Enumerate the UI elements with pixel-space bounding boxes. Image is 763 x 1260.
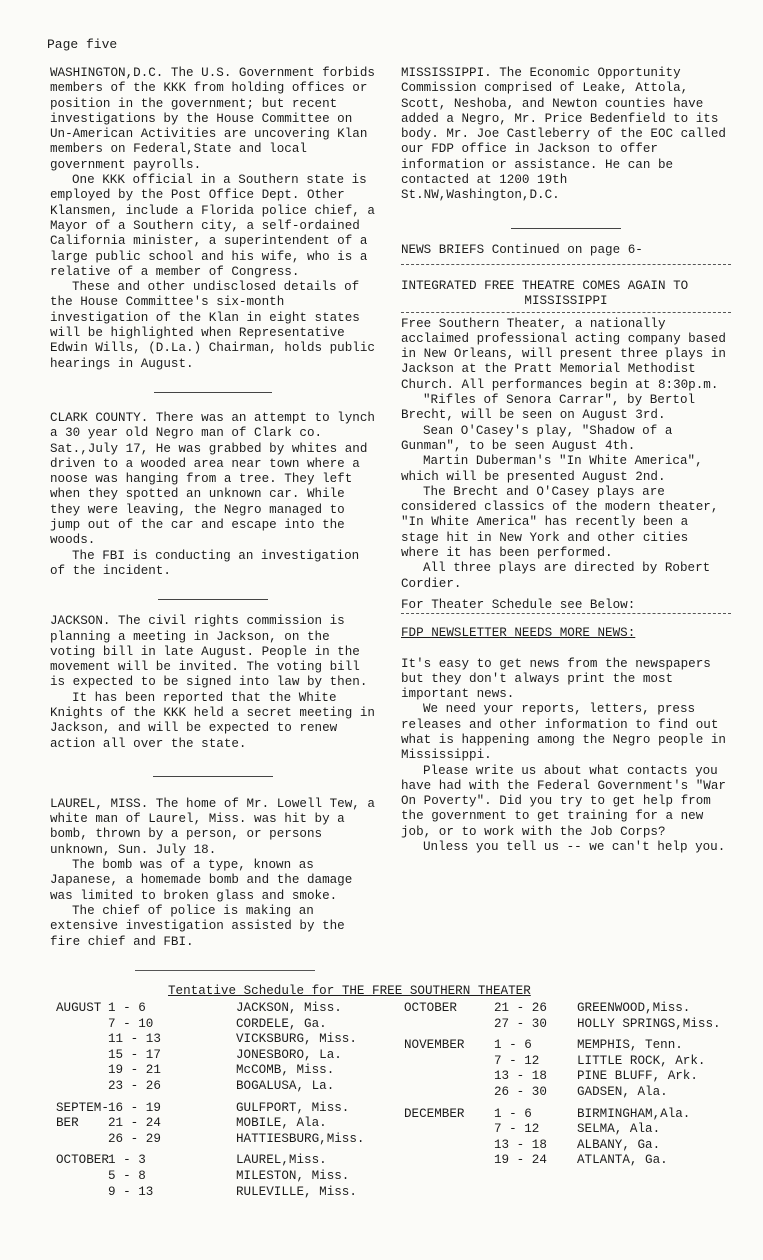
schedule-row [404, 1069, 744, 1085]
schedule-dates: 7 - 10 [108, 1016, 154, 1031]
schedule-city: LAUREL,Miss. [236, 1153, 327, 1168]
schedule-city: JONESBORO, La. [236, 1047, 342, 1062]
schedule-dates: 7 - 12 [494, 1122, 540, 1137]
schedule-row [56, 1116, 396, 1132]
schedule-row [56, 1048, 396, 1064]
schedule-row [56, 1153, 396, 1169]
schedule-month: NOVEMBER [404, 1038, 465, 1053]
paragraph: One KKK official in a Southern state is employed by the Post Office Dept. Other Klansmen, include a Florida police chief, a Mayor of a Southern city, a self-ordained California minister, a superintendent of a large public school and his wife, who is a relative of a member of Congress. [50, 173, 375, 279]
paragraph: The bomb was of a type, known as Japanese, a homemade bomb and the damage was limited to broken glass and smoke. [50, 858, 353, 903]
paragraph: LAUREL, MISS. The home of Mr. Lowell Tew, a white man of Laurel, Miss. was hit by a bomb, thrown by a person, or persons unknown, Sun. July 18. [50, 796, 375, 857]
article-washington [50, 66, 375, 372]
schedule-city: PINE BLUFF, Ark. [577, 1069, 698, 1084]
schedule-row [404, 1153, 744, 1169]
dashed-divider [401, 312, 731, 313]
paragraph: MISSISSIPPI. The Economic Opportunity Commission comprised of Leake, Attola, Scott, Neshoba, and Newton counties have added a Negro, Mr. Price Bedenfield to its body. Mr. Joe Castleberry of the EOC called our FDP office in Jackson to offer information or assistance. He can be contacted at 1200 19th St.NW,Washington,D.C. [401, 66, 726, 203]
schedule-row [404, 1107, 744, 1123]
schedule-row [404, 1054, 744, 1070]
schedule-city: MOBILE, Ala. [236, 1116, 327, 1131]
schedule-city: MEMPHIS, Tenn. [577, 1038, 683, 1053]
paragraph: These and other undisclosed details of the House Committee's six-month investigation of the Klan in eight states will be highlighted when Representative Edwin Wills, (D.La.) Chairman, holds public hearings in August. [50, 280, 375, 371]
schedule-city: MILESTON, Miss. [236, 1168, 350, 1183]
paragraph: Martin Duberman's "In White America", which will be presented August 2nd. [401, 454, 703, 484]
schedule-dates: 9 - 13 [108, 1184, 154, 1199]
schedule-month: OCTOBER [56, 1153, 109, 1168]
schedule-row [404, 1085, 744, 1101]
paragraph: It's easy to get news from the newspapers but they don't always print the most important news. [401, 656, 711, 702]
page-number: Page five [47, 37, 118, 52]
left-column [50, 66, 375, 950]
schedule-month: DECEMBER [404, 1106, 465, 1121]
schedule-month: SEPTEM- [56, 1100, 109, 1115]
schedule-dates: 27 - 30 [494, 1016, 547, 1031]
schedule-row [56, 1079, 396, 1095]
paragraph: CLARK COUNTY. There was an attempt to lynch a 30 year old Negro man of Clark co. Sat.,July 17, He was grabbed by whites and driven to a wooded area near town where a noose was hanging from a tree. They left when they spotted an unknown car. While they were leaving, the Negro managed to jump out of the car and escape into the woods. [50, 410, 375, 548]
schedule-row [404, 1122, 744, 1138]
paragraph: We need your reports, letters, press releases and other information to find out what is happening among the Negro people in Mississippi. [401, 702, 726, 763]
schedule-row [56, 1169, 396, 1185]
schedule-city: SELMA, Ala. [577, 1122, 661, 1137]
article-laurel [50, 797, 375, 950]
schedule-title: Tentative Schedule for THE FREE SOUTHERN THEATER [168, 984, 531, 998]
schedule-city: GULFPORT, Miss. [236, 1100, 350, 1115]
paragraph: "Rifles of Senora Carrar", by Bertol Brecht, will be seen on August 3rd. [401, 393, 696, 423]
schedule-dates: 1 - 6 [494, 1038, 532, 1053]
article-clark-county [50, 411, 375, 579]
schedule-row [56, 1017, 396, 1033]
schedule-dates: 26 - 30 [494, 1084, 547, 1099]
paragraph: Free Southern Theater, a nationally acclaimed professional acting company based in New Orleans, will present three plays in Jackson at the Pratt Memorial Methodist Church. All performances begin at 8:30p.m. [401, 316, 726, 392]
theatre-heading: INTEGRATED FREE THEATRE COMES AGAIN TO [401, 278, 689, 293]
schedule-city: JACKSON, Miss. [236, 1001, 342, 1015]
paragraph: The chief of police is making an extensive investigation assisted by the fire chief and FBI. [50, 903, 345, 949]
schedule-row [56, 1185, 396, 1201]
schedule-month: AUGUST [56, 1001, 102, 1015]
schedule-city: GADSEN, Ala. [577, 1084, 668, 1099]
schedule-city: VICKSBURG, Miss. [236, 1032, 357, 1047]
schedule-note: For Theater Schedule see Below: [401, 597, 636, 612]
schedule-dates: 11 - 13 [108, 1032, 161, 1047]
theatre-heading-line-2: MISSISSIPPI [524, 294, 608, 309]
schedule-city: LITTLE ROCK, Ark. [577, 1053, 706, 1068]
paragraph: All three plays are directed by Robert Cordier. [401, 561, 711, 591]
schedule-dates: 1 - 6 [494, 1106, 532, 1121]
schedule-month: OCTOBER [404, 1001, 457, 1015]
schedule-dates: 13 - 18 [494, 1069, 547, 1084]
schedule-row [56, 1032, 396, 1048]
schedule-city: ATLANTA, Ga. [577, 1153, 668, 1168]
schedule-dates: 15 - 17 [108, 1047, 161, 1062]
schedule-row [404, 1138, 744, 1154]
schedule-city: HOLLY SPRINGS,Miss. [577, 1016, 721, 1031]
schedule-city: CORDELE, Ga. [236, 1016, 327, 1031]
article-free-theatre [401, 317, 731, 592]
paragraph: JACKSON. The civil rights commission is planning a meeting in Jackson, on the voting bill in late August. People in the movement will be invited. The voting bill is expected to be signed into law by then. [50, 614, 368, 690]
schedule-right [404, 1001, 744, 1169]
article-jackson [50, 614, 375, 752]
news-briefs-note: NEWS BRIEFS Continued on page 6- [401, 242, 643, 257]
paragraph: It has been reported that the White Knights of the KKK held a secret meeting in Jackson, and will be expected to renew action all over the state. [50, 690, 375, 751]
schedule-city: McCOMB, Miss. [236, 1063, 335, 1078]
schedule-row [56, 1101, 396, 1117]
schedule-dates: 23 - 26 [108, 1078, 161, 1093]
schedule-city: BIRMINGHAM,Ala. [577, 1106, 691, 1121]
schedule-row [404, 1001, 744, 1017]
schedule-row [404, 1017, 744, 1033]
schedule-row [56, 1132, 396, 1148]
schedule-city: GREENWOOD,Miss. [577, 1001, 691, 1015]
paragraph: Unless you tell us -- we can't help you. [423, 840, 726, 855]
schedule-city: ALBANY, Ga. [577, 1137, 661, 1152]
schedule-dates: 13 - 18 [494, 1137, 547, 1152]
schedule-city: RULEVILLE, Miss. [236, 1184, 357, 1199]
right-column [401, 66, 731, 855]
schedule-city: HATTIESBURG,Miss. [236, 1131, 365, 1146]
schedule-dates: 16 - 19 [108, 1100, 161, 1115]
paragraph: Sean O'Casey's play, "Shadow of a Gunman", to be seen August 4th. [401, 423, 673, 453]
schedule-dates: 1 - 3 [108, 1153, 146, 1168]
schedule-month: BER [56, 1116, 79, 1131]
newsletter-heading: FDP NEWSLETTER NEEDS MORE NEWS: [401, 626, 636, 641]
schedule-dates: 21 - 24 [108, 1116, 161, 1131]
divider [135, 970, 315, 971]
schedule-dates: 7 - 12 [494, 1053, 540, 1068]
paragraph: Please write us about what contacts you have had with the Federal Government's "War On Poverty". Did you try to get help from the government to get training for a new job, or to work with the Job Corps? [401, 763, 726, 839]
schedule-left [56, 1001, 396, 1200]
schedule-dates: 19 - 24 [494, 1153, 547, 1168]
schedule-dates: 5 - 8 [108, 1168, 146, 1183]
schedule-dates: 26 - 29 [108, 1131, 161, 1146]
paragraph: WASHINGTON,D.C. The U.S. Government forbids members of the KKK from holding offices or position in the government; but recent investigations by the House Committee on Un-American Activities are uncovering Klan members on Federal,State and local government payrolls. [50, 66, 375, 172]
schedule-city: BOGALUSA, La. [236, 1078, 335, 1093]
schedule-dates: 1 - 6 [108, 1001, 146, 1015]
paragraph: The FBI is conducting an investigation of the incident. [50, 548, 360, 578]
schedule-row [404, 1038, 744, 1054]
article-mississippi [401, 66, 731, 204]
schedule-row [56, 1063, 396, 1079]
schedule-dates: 21 - 26 [494, 1001, 547, 1015]
article-newsletter [401, 657, 731, 856]
paragraph: The Brecht and O'Casey plays are considered classics of the modern theater, "In White America" has recently been a stage hit in New York and other cities where it has been performed. [401, 484, 719, 561]
schedule-row [56, 1001, 396, 1017]
schedule-dates: 19 - 21 [108, 1063, 161, 1078]
